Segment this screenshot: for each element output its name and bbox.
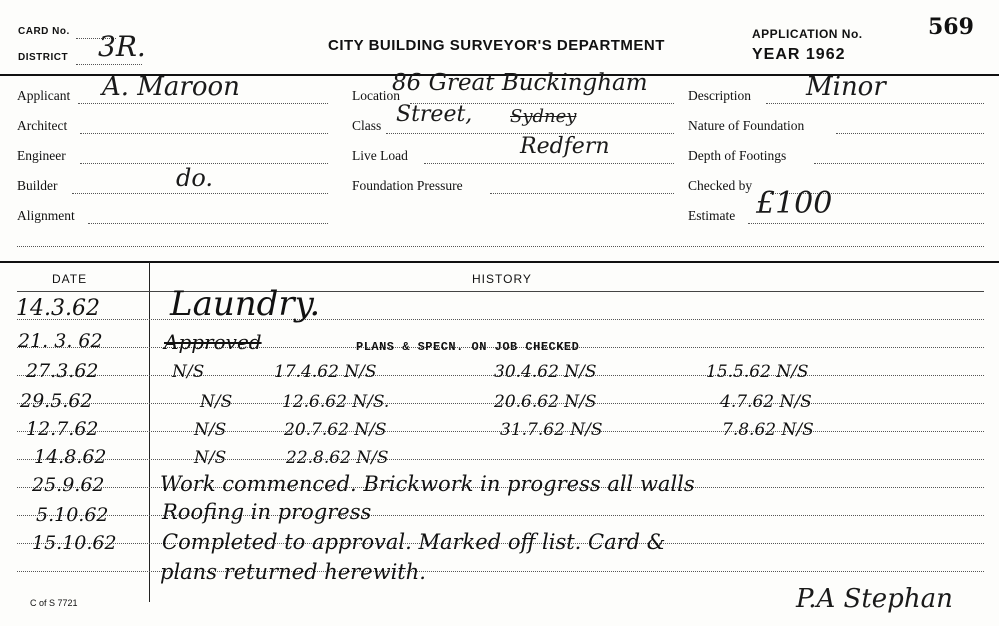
- builder-line: [72, 193, 328, 194]
- inspection-entry: 12.6.62 N/S.: [282, 392, 390, 412]
- class-value-sydney: Sydney: [510, 106, 577, 127]
- district-value: 3R.: [98, 30, 146, 63]
- live-load-label: Live Load: [352, 148, 408, 163]
- fields-bottom-line: [17, 246, 984, 247]
- applicant-line: [78, 103, 328, 104]
- history-entry: Roofing in progress: [162, 500, 372, 524]
- date-column-divider: [149, 262, 150, 602]
- card-number: 569: [928, 14, 974, 40]
- department-title: CITY BUILDING SURVEYOR'S DEPARTMENT: [328, 37, 665, 54]
- inspection-entry: 31.7.62 N/S: [500, 420, 603, 440]
- inspection-entry: 4.7.62 N/S: [720, 392, 812, 412]
- depth-footings-line: [814, 163, 984, 164]
- live-load-value: Redfern: [520, 134, 610, 159]
- inspection-entry: 7.8.62 N/S: [722, 420, 814, 440]
- history-date: 14.3.62: [16, 296, 100, 321]
- inspection-entry: N/S: [172, 362, 205, 382]
- builder-value: do.: [176, 164, 214, 192]
- depth-footings-label: Depth of Footings: [688, 148, 787, 163]
- location-value: 86 Great Buckingham: [392, 70, 648, 96]
- year-label: YEAR 1962: [752, 46, 846, 63]
- history-date: 27.3.62: [26, 360, 99, 382]
- inspection-entry: 22.8.62 N/S: [286, 448, 389, 468]
- history-entry: Laundry.: [170, 284, 321, 324]
- foundation-pressure-line: [490, 193, 674, 194]
- signature: P.A Stephan: [796, 584, 953, 614]
- history-header: HISTORY: [472, 272, 532, 286]
- district-label: DISTRICT: [18, 52, 69, 63]
- history-header-rule: [17, 291, 984, 292]
- foundation-pressure-label: Foundation Pressure: [352, 178, 463, 193]
- class-label: Class: [352, 118, 382, 133]
- history-date: 14.8.62: [34, 446, 107, 468]
- inspection-entry: 17.4.62 N/S: [274, 362, 377, 382]
- alignment-label: Alignment: [17, 208, 75, 223]
- history-entry-approved: Approved: [164, 330, 262, 354]
- architect-line: [80, 133, 328, 134]
- date-header: DATE: [52, 272, 88, 286]
- history-date: 15.10.62: [32, 532, 117, 554]
- history-date: 25.9.62: [32, 474, 105, 496]
- history-entry: Work commenced. Brickwork in progress all walls: [160, 472, 695, 496]
- inspection-entry: 20.7.62 N/S: [284, 420, 387, 440]
- checked-by-label: Checked by: [688, 178, 753, 193]
- alignment-line: [88, 223, 328, 224]
- inspection-entry: N/S: [200, 392, 233, 412]
- live-load-line: [424, 163, 674, 164]
- inspection-entry: N/S: [194, 448, 227, 468]
- applicant-value: A. Maroon: [102, 72, 240, 102]
- class-value-street: Street,: [396, 102, 473, 127]
- inspection-entry: N/S: [194, 420, 227, 440]
- history-date: 5.10.62: [36, 504, 109, 526]
- row-rule: [17, 459, 984, 460]
- applicant-label: Applicant: [17, 88, 71, 103]
- location-label: Location: [352, 88, 400, 103]
- history-entry: Completed to approval. Marked off list. Card &: [162, 530, 666, 554]
- inspection-entry: 20.6.62 N/S: [494, 392, 597, 412]
- nature-foundation-line: [836, 133, 984, 134]
- history-date: 12.7.62: [26, 418, 99, 440]
- district-line: [76, 64, 142, 65]
- history-entry: plans returned herewith.: [160, 560, 426, 584]
- architect-label: Architect: [17, 118, 68, 133]
- row-rule: [17, 319, 984, 320]
- form-code: C of S 7721: [30, 598, 78, 608]
- description-value: Minor: [806, 72, 886, 102]
- estimate-line: [748, 223, 984, 224]
- description-label: Description: [688, 88, 751, 103]
- inspection-entry: 15.5.62 N/S: [706, 362, 809, 382]
- card-no-label: CARD No.: [18, 26, 70, 37]
- nature-foundation-label: Nature of Foundation: [688, 118, 805, 133]
- history-date: 29.5.62: [20, 390, 93, 412]
- inspection-entry: 30.4.62 N/S: [494, 362, 597, 382]
- description-line: [766, 103, 984, 104]
- history-typed-stamp: PLANS & SPECN. ON JOB CHECKED: [356, 340, 580, 354]
- builder-label: Builder: [17, 178, 58, 193]
- history-date: 21. 3. 62: [18, 330, 103, 352]
- application-label: APPLICATION No.: [752, 27, 863, 41]
- estimate-value: £100: [756, 186, 833, 221]
- engineer-label: Engineer: [17, 148, 66, 163]
- estimate-label: Estimate: [688, 208, 736, 223]
